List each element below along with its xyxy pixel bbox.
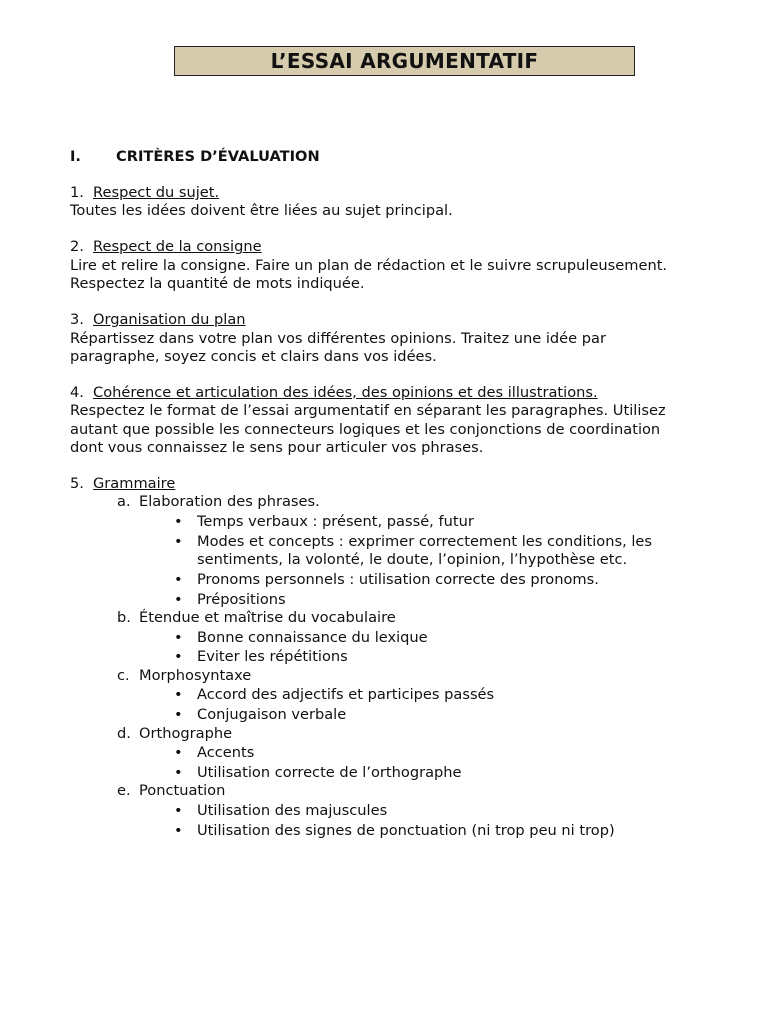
bullet-item: • Utilisation des signes de ponctuation (ni trop peu ni trop) [174, 821, 615, 839]
criterion-text: Respectez la quantité de mots indiquée. [70, 275, 365, 293]
bullet-item: • Accord des adjectifs et participes passés [174, 686, 495, 704]
bullet-item: • Utilisation correcte de l’orthographe [174, 763, 462, 781]
bullet-item: • Accents [174, 744, 255, 762]
bullet-item: • Pronoms personnels : utilisation correcte des pronoms. [174, 570, 599, 588]
criterion-text: paragraphe, soyez concis et clairs dans vos idées. [70, 347, 437, 365]
criterion-heading: 2. Respect de la consigne [70, 238, 262, 256]
grammar-subsection: e. Ponctuation [117, 782, 226, 800]
criterion-text: Lire et relire la consigne. Faire un plan de rédaction et le suivre scrupuleusement. [70, 256, 668, 274]
grammar-subsection: b. Étendue et maîtrise du vocabulaire [117, 608, 396, 626]
section-number: I. [70, 148, 81, 165]
criterion-text: Respectez le format de l’essai argumentatif en séparant les paragraphes. Utilisez [70, 402, 666, 420]
grammar-subsection: a. Elaboration des phrases. [117, 493, 320, 511]
bullet-item: • Eviter les répétitions [174, 648, 348, 666]
criterion-text: Répartissez dans votre plan vos différentes opinions. Traitez une idée par [70, 329, 606, 347]
bullet-item-continuation: sentiments, la volonté, le doute, l’opinion, l’hypothèse etc. [197, 551, 628, 569]
bullet-item: • Bonne connaissance du lexique [174, 628, 428, 646]
bullet-item: • Modes et concepts : exprimer correctement les conditions, les [174, 532, 652, 550]
bullet-item: • Conjugaison verbale [174, 706, 347, 724]
document-title: L’ESSAI ARGUMENTATIF [174, 46, 635, 76]
grammar-subsection: c. Morphosyntaxe [117, 666, 252, 684]
bullet-item: • Prépositions [174, 590, 286, 608]
criterion-heading: 5. Grammaire [70, 475, 176, 493]
criterion-heading: 4. Cohérence et articulation des idées, des opinions et des illustrations. [70, 383, 598, 401]
criterion-text: Toutes les idées doivent être liées au sujet principal. [70, 202, 453, 220]
criterion-heading: 1. Respect du sujet. [70, 183, 220, 201]
grammar-subsection: d. Orthographe [117, 724, 233, 742]
criterion-heading: 3. Organisation du plan [70, 311, 246, 329]
section-heading [70, 148, 750, 166]
criterion-text: autant que possible les connecteurs logiques et les conjonctions de coordination [70, 420, 661, 438]
bullet-item: • Temps verbaux : présent, passé, futur [174, 513, 474, 531]
criterion-text: dont vous connaissez le sens pour articuler vos phrases. [70, 439, 484, 457]
bullet-item: • Utilisation des majuscules [174, 801, 388, 819]
document-body [70, 148, 750, 840]
section-title: CRITÈRES D’ÉVALUATION [116, 148, 320, 165]
